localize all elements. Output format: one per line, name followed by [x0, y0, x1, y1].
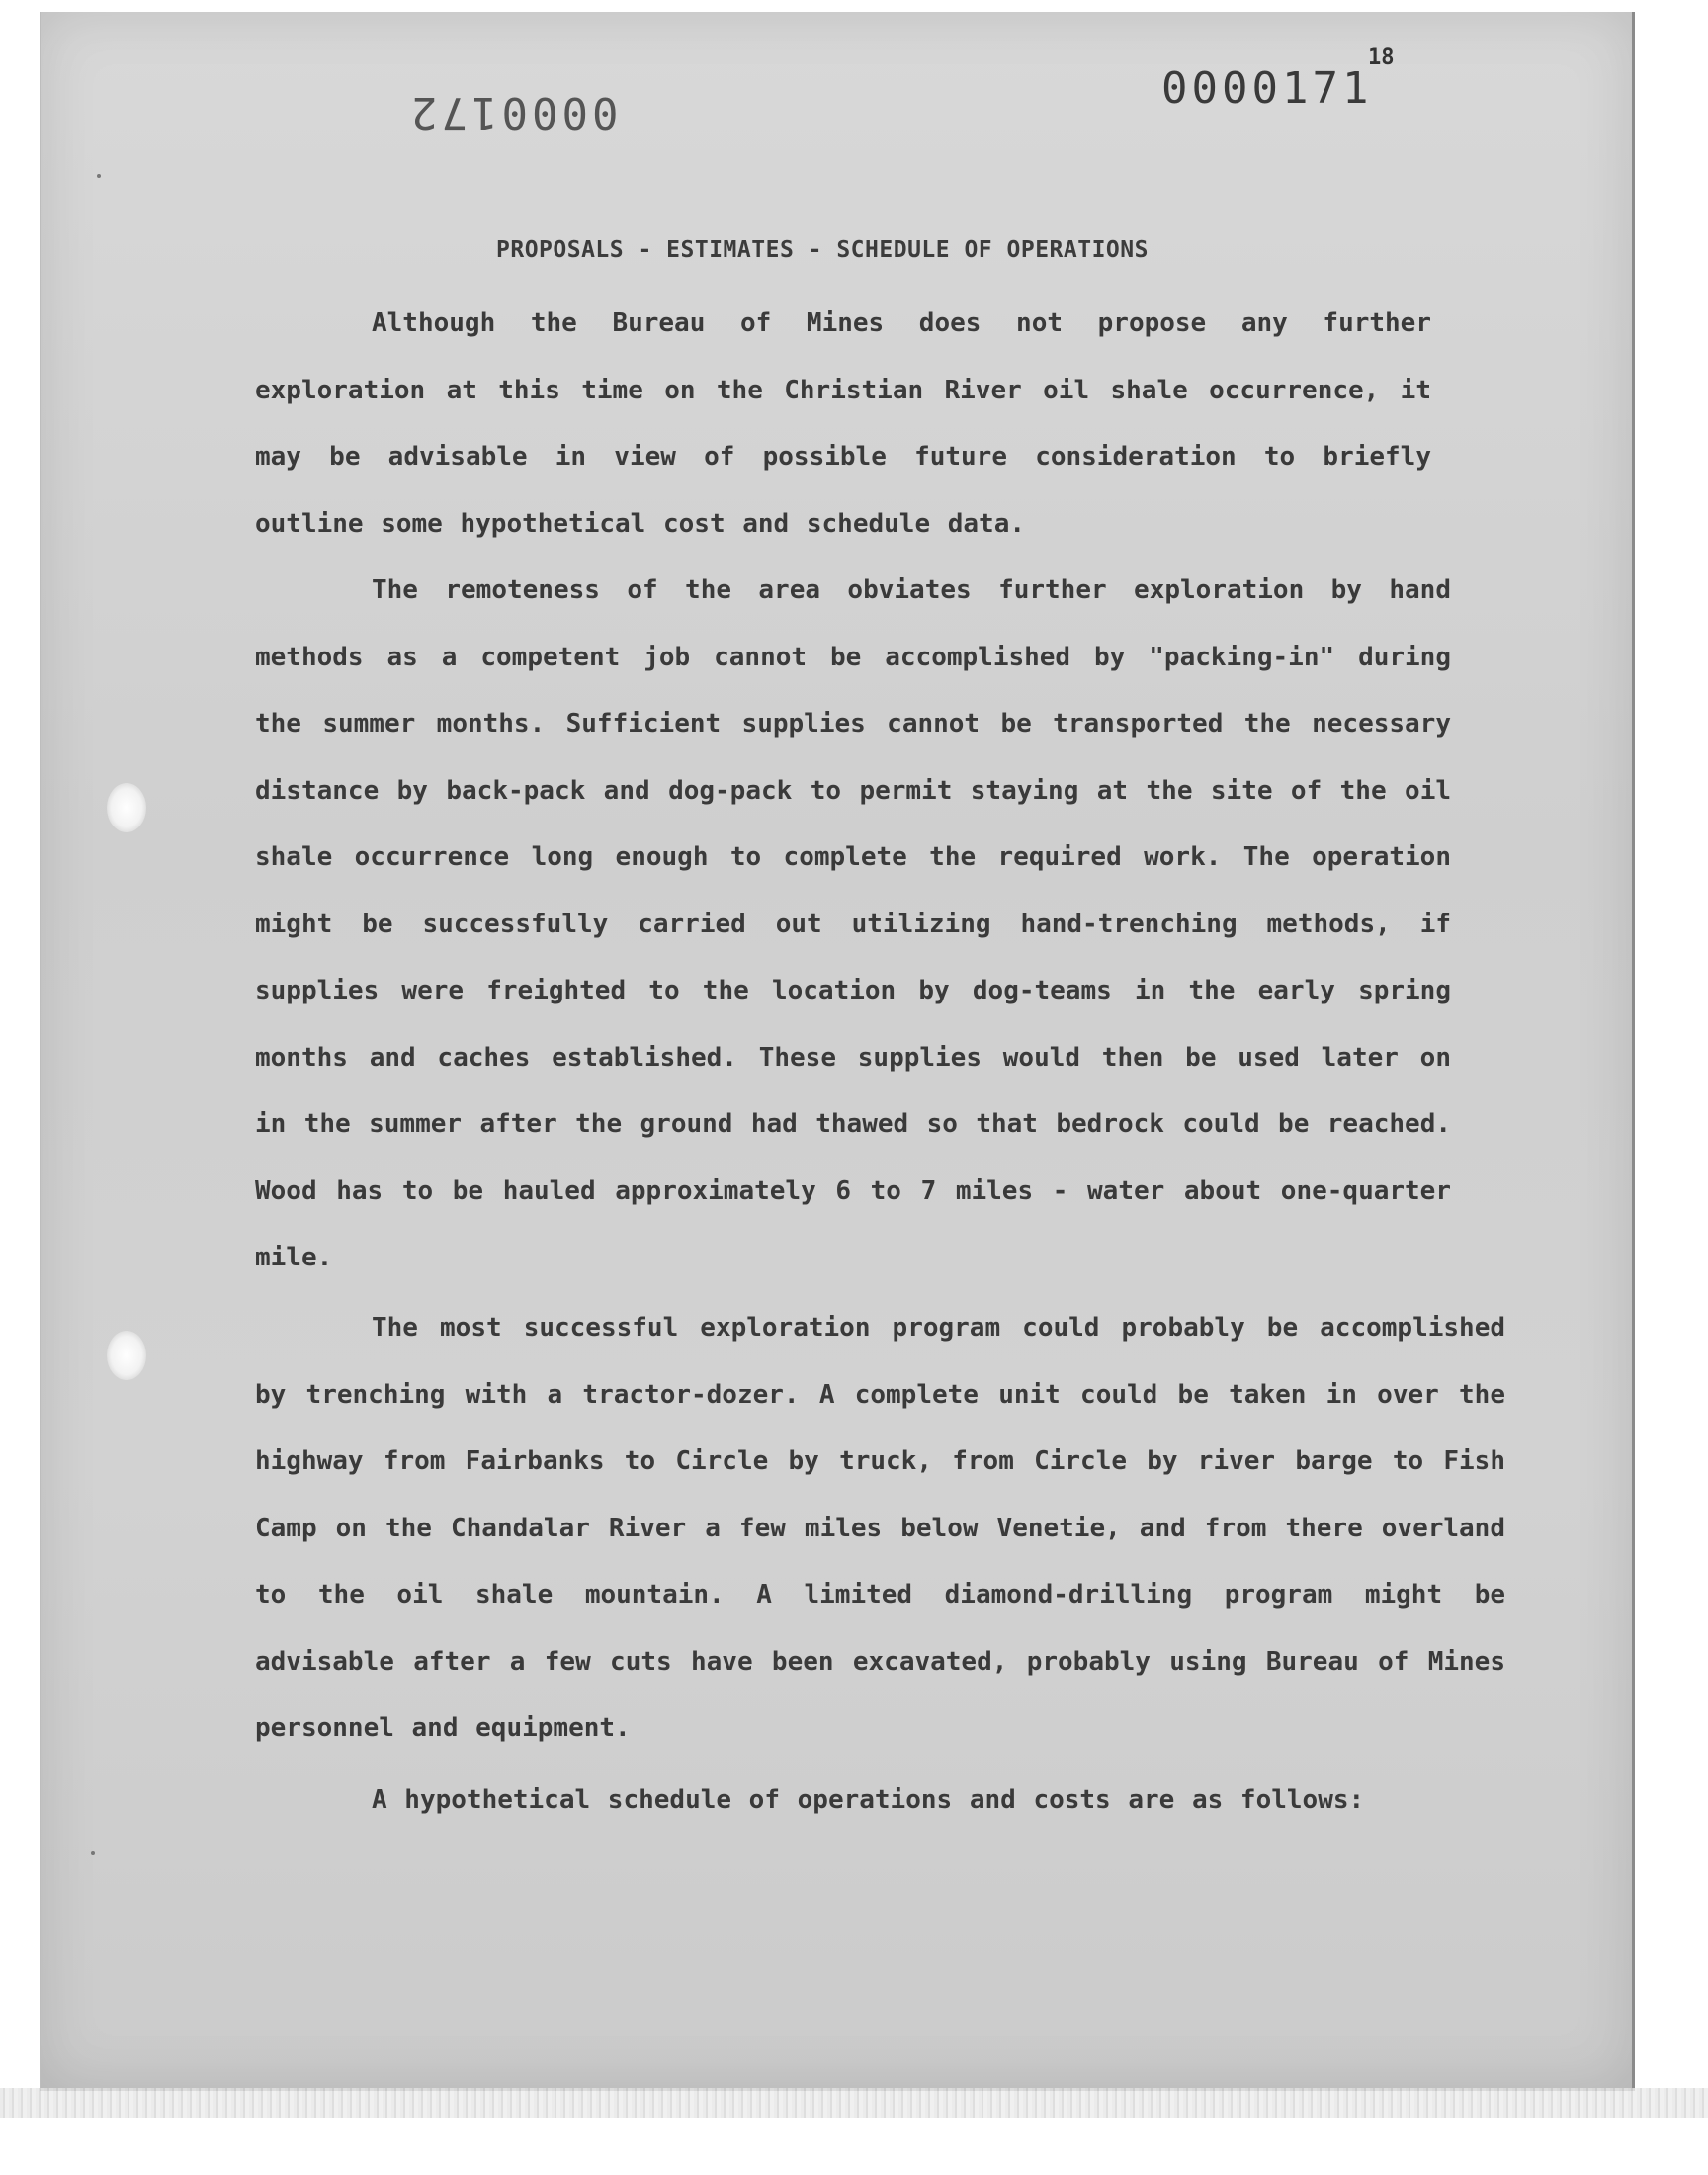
scan-speck: [91, 1851, 95, 1855]
paragraph: A hypothetical schedule of operations and costs are as follows:: [372, 1785, 1365, 1815]
scan-speck: [97, 174, 101, 178]
punch-hole: [107, 783, 146, 832]
paragraph: The most successful exploration program could probably be accomplished by trenching with a tractor-dozer. A complete unit could be taken in over the highway from Fairbanks to Circle by truck, from Circle by river barge to Fish Camp on the Chandalar River a few miles below Venetie, and from there overland to the oil shale mountain. A limited diamond-drilling program might be advisable after a few cuts have been excavated, probably using Bureau of Mines personnel and equipment.: [255, 1313, 1505, 1743]
section-heading: PROPOSALS - ESTIMATES - SCHEDULE OF OPERATIONS: [496, 237, 1149, 263]
punch-hole: [107, 1331, 146, 1380]
paragraph: Although the Bureau of Mines does not propose any further exploration at this time on the Christian River oil shale occurrence, it may be advisable in view of possible future consideration to briefly outline some hypothetical cost and schedule data.: [255, 308, 1431, 539]
paragraph: The remoteness of the area obviates further exploration by hand methods as a competent job cannot be accomplished by "packing-in" during the summer months. Sufficient supplies cannot be transported the necessary distance by back-pack and dog-pack to permit staying at the site of the oil shale occurrence long enough to complete the required work. The operation might be successfully carried out utilizing hand-trenching methods, if supplies were freighted to the location by dog-teams in the early spring months and caches established. These supplies would then be used later on in the summer after the ground had thawed so that bedrock could be reached. Wood has to be hauled approximately 6 to 7 miles - water about one-quarter mile.: [255, 575, 1451, 1272]
page-number: 18: [1368, 45, 1395, 70]
archive-stamp: 0000171: [1161, 63, 1373, 114]
scanner-edge-strip: [0, 2088, 1708, 2118]
archive-stamp-inverted: 0000172: [407, 87, 619, 137]
